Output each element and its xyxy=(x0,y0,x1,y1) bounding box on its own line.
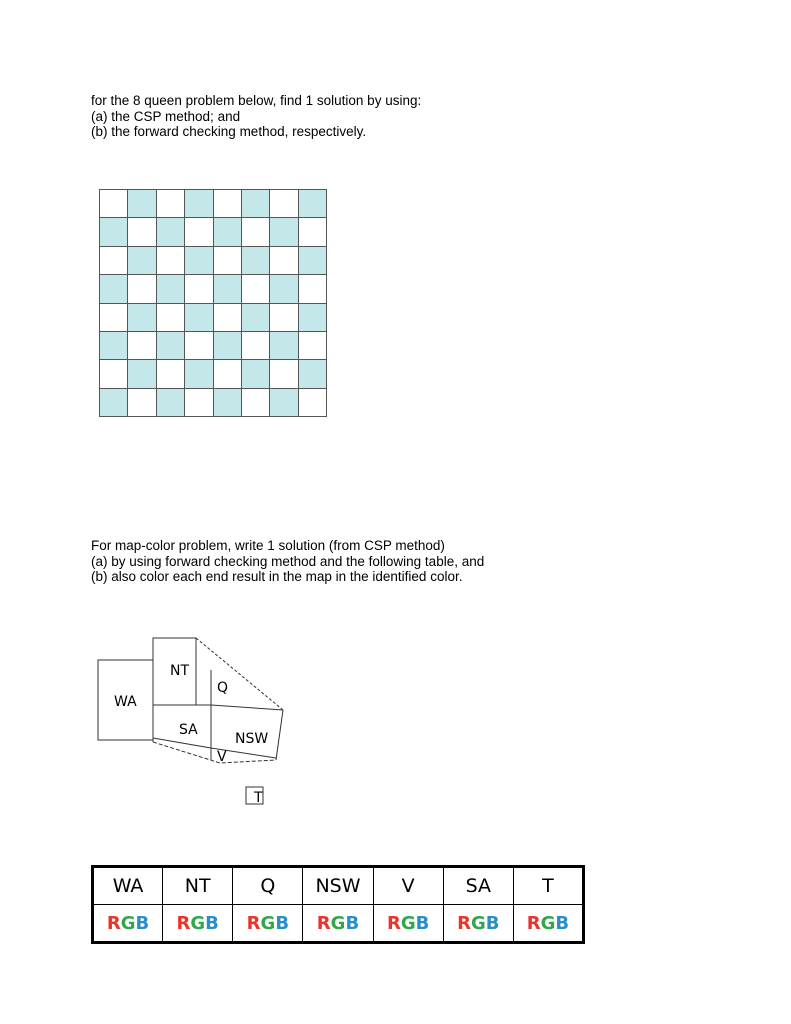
problem-1-line: for the 8 queen problem below, find 1 solution by using: xyxy=(91,93,422,108)
region-q-nsw-border xyxy=(211,705,283,710)
board-square[interactable] xyxy=(157,190,185,218)
board-square[interactable] xyxy=(100,332,128,360)
board-square[interactable] xyxy=(299,247,327,275)
green-letter: G xyxy=(330,912,346,934)
problem-1-text xyxy=(91,93,421,140)
header-nt: NT xyxy=(163,867,233,905)
region-nsw-right-edge xyxy=(276,710,283,760)
board-square[interactable] xyxy=(128,332,156,360)
label-q: Q xyxy=(217,680,229,696)
board-square[interactable] xyxy=(270,304,298,332)
label-nsw: NSW xyxy=(235,731,269,747)
board-square[interactable] xyxy=(100,190,128,218)
green-letter: G xyxy=(260,912,276,934)
board-square[interactable] xyxy=(299,190,327,218)
problem-2-text xyxy=(91,538,484,585)
board-square[interactable] xyxy=(299,332,327,360)
board-square[interactable] xyxy=(100,389,128,417)
board-square[interactable] xyxy=(128,360,156,388)
label-nt: NT xyxy=(170,663,190,679)
board-square[interactable] xyxy=(242,304,270,332)
board-square[interactable] xyxy=(157,389,185,417)
board-square[interactable] xyxy=(299,218,327,246)
red-letter: R xyxy=(316,912,331,934)
board-square[interactable] xyxy=(185,304,213,332)
label-sa: SA xyxy=(179,722,198,738)
board-square[interactable] xyxy=(270,247,298,275)
board-square[interactable] xyxy=(270,275,298,303)
board-square[interactable] xyxy=(214,190,242,218)
board-square[interactable] xyxy=(270,218,298,246)
board-square[interactable] xyxy=(214,275,242,303)
board-square[interactable] xyxy=(185,190,213,218)
color-table xyxy=(91,865,585,944)
header-q: Q xyxy=(233,867,303,905)
board-square[interactable] xyxy=(128,389,156,417)
board-square[interactable] xyxy=(157,218,185,246)
red-letter: R xyxy=(176,912,191,934)
header-t: T xyxy=(513,867,583,905)
board-square[interactable] xyxy=(157,275,185,303)
blue-letter: B xyxy=(135,912,150,934)
color-table-rgb-row xyxy=(93,905,584,943)
header-v: V xyxy=(373,867,443,905)
board-square[interactable] xyxy=(270,190,298,218)
header-sa: SA xyxy=(443,867,513,905)
board-square[interactable] xyxy=(128,190,156,218)
label-wa: WA xyxy=(114,694,137,710)
board-square[interactable] xyxy=(100,360,128,388)
board-square[interactable] xyxy=(270,332,298,360)
problem-2-line: For map-color problem, write 1 solution (from CSP method) xyxy=(91,538,445,553)
green-letter: G xyxy=(120,912,136,934)
red-letter: R xyxy=(246,912,261,934)
rgb-cell[interactable] xyxy=(163,905,233,943)
red-letter: R xyxy=(386,912,401,934)
board-square[interactable] xyxy=(270,360,298,388)
board-square[interactable] xyxy=(128,304,156,332)
rgb-cell[interactable] xyxy=(303,905,373,943)
blue-letter: B xyxy=(415,912,430,934)
board-square[interactable] xyxy=(214,304,242,332)
red-letter: R xyxy=(526,912,541,934)
board-square[interactable] xyxy=(185,360,213,388)
label-t: T xyxy=(254,790,263,806)
problem-1-line: (a) the CSP method; and xyxy=(91,108,241,124)
board-square[interactable] xyxy=(270,389,298,417)
board-square[interactable] xyxy=(299,304,327,332)
board-square[interactable] xyxy=(128,247,156,275)
green-letter: G xyxy=(400,912,416,934)
board-square[interactable] xyxy=(157,247,185,275)
color-table-header-row xyxy=(93,867,584,905)
board-square[interactable] xyxy=(299,360,327,388)
board-square[interactable] xyxy=(242,218,270,246)
rgb-cell[interactable] xyxy=(233,905,303,943)
region-q-top-edge xyxy=(196,638,283,710)
green-letter: G xyxy=(540,912,556,934)
board-square[interactable] xyxy=(242,190,270,218)
board-square[interactable] xyxy=(100,247,128,275)
board-square[interactable] xyxy=(242,247,270,275)
header-wa: WA xyxy=(93,867,163,905)
blue-letter: B xyxy=(345,912,360,934)
label-v: V xyxy=(217,749,227,765)
board-square[interactable] xyxy=(214,247,242,275)
board-square[interactable] xyxy=(214,389,242,417)
board-square[interactable] xyxy=(185,247,213,275)
rgb-cell[interactable] xyxy=(443,905,513,943)
board-square[interactable] xyxy=(299,275,327,303)
board-square[interactable] xyxy=(157,360,185,388)
board-square[interactable] xyxy=(214,218,242,246)
board-square[interactable] xyxy=(242,360,270,388)
board-square[interactable] xyxy=(242,275,270,303)
board-square[interactable] xyxy=(214,332,242,360)
blue-letter: B xyxy=(485,912,500,934)
board-square[interactable] xyxy=(242,332,270,360)
board-square[interactable] xyxy=(100,218,128,246)
board-square[interactable] xyxy=(185,389,213,417)
board-square[interactable] xyxy=(128,275,156,303)
board-square[interactable] xyxy=(100,304,128,332)
board-square[interactable] xyxy=(185,332,213,360)
blue-letter: B xyxy=(275,912,290,934)
problem-1-line: (b) the forward checking method, respectively. xyxy=(91,124,367,139)
red-letter: R xyxy=(457,912,471,934)
board-square[interactable] xyxy=(157,304,185,332)
board-square[interactable] xyxy=(242,389,270,417)
australia-map xyxy=(90,630,300,815)
green-letter: G xyxy=(190,912,206,934)
red-letter: R xyxy=(106,912,121,934)
board-square[interactable] xyxy=(185,218,213,246)
board-square[interactable] xyxy=(100,275,128,303)
blue-letter: B xyxy=(555,912,570,934)
board-square[interactable] xyxy=(214,360,242,388)
chessboard xyxy=(99,189,327,417)
problem-2-line: (b) also color each end result in the map in the identified color. xyxy=(91,569,463,584)
problem-2-line: (a) by using forward checking method and the following table, and xyxy=(91,553,485,569)
rgb-cell[interactable] xyxy=(93,905,163,943)
board-square[interactable] xyxy=(299,389,327,417)
board-square[interactable] xyxy=(185,275,213,303)
rgb-cell[interactable] xyxy=(373,905,443,943)
board-square[interactable] xyxy=(157,332,185,360)
rgb-cell[interactable] xyxy=(513,905,583,943)
blue-letter: B xyxy=(205,912,219,934)
header-nsw: NSW xyxy=(303,867,373,905)
board-square[interactable] xyxy=(128,218,156,246)
green-letter: G xyxy=(470,912,486,934)
